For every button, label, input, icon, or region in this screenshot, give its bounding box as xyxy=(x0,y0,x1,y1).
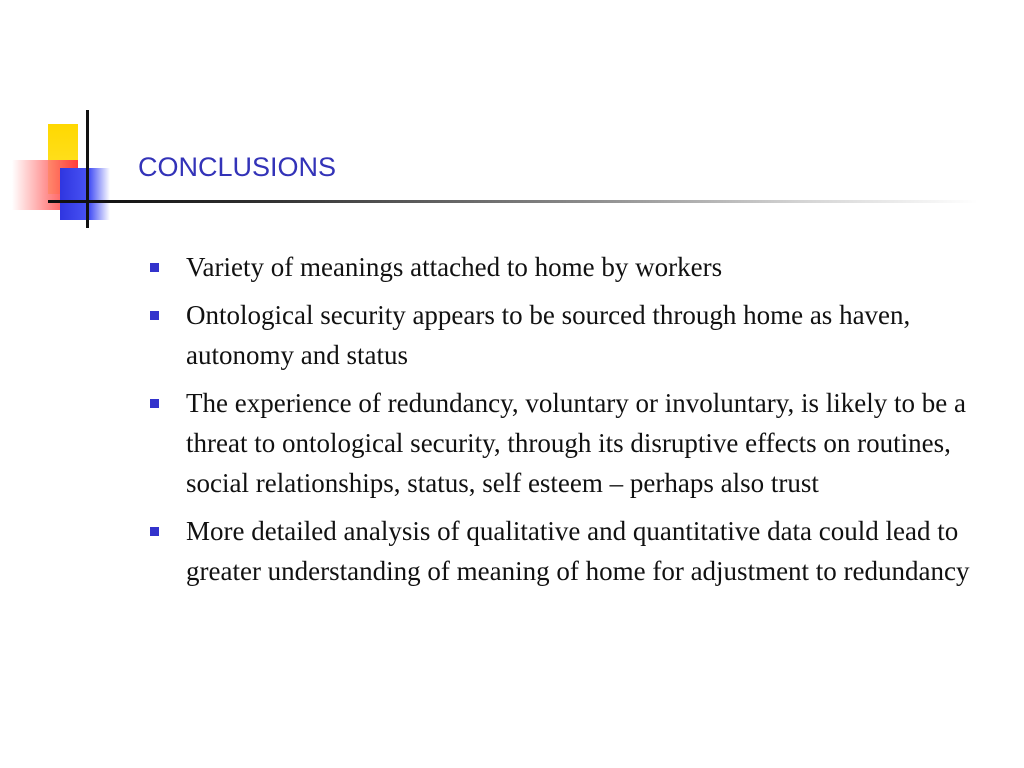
bullet-list xyxy=(150,247,995,599)
logo-vertical-line xyxy=(86,110,89,228)
bullet-item xyxy=(150,247,995,287)
bullet-text: Ontological security appears to be sourced through home as haven, autonomy and status xyxy=(186,300,911,370)
decorative-squares-logo xyxy=(0,0,160,240)
square-bullet-icon xyxy=(150,399,159,408)
square-bullet-icon xyxy=(150,311,159,320)
bullet-text: The experience of redundancy, voluntary or involuntary, is likely to be a threat to ontological security, through its disruptive effects on routines, social relationships, status, self esteem – perhaps also trust xyxy=(186,388,966,498)
title-underline-rule xyxy=(98,200,978,203)
bullet-text: More detailed analysis of qualitative and quantitative data could lead to greater understanding of meaning of home for adjustment to redundancy xyxy=(186,516,970,586)
bullet-text: Variety of meanings attached to home by workers xyxy=(186,252,723,282)
square-bullet-icon xyxy=(150,263,159,272)
bullet-item xyxy=(150,383,995,503)
square-bullet-icon xyxy=(150,527,159,536)
logo-horizontal-line xyxy=(48,200,98,203)
bullet-item xyxy=(150,511,995,591)
bullet-item xyxy=(150,295,995,375)
slide-title: CONCLUSIONS xyxy=(138,152,337,182)
logo-blue-square xyxy=(60,168,110,220)
